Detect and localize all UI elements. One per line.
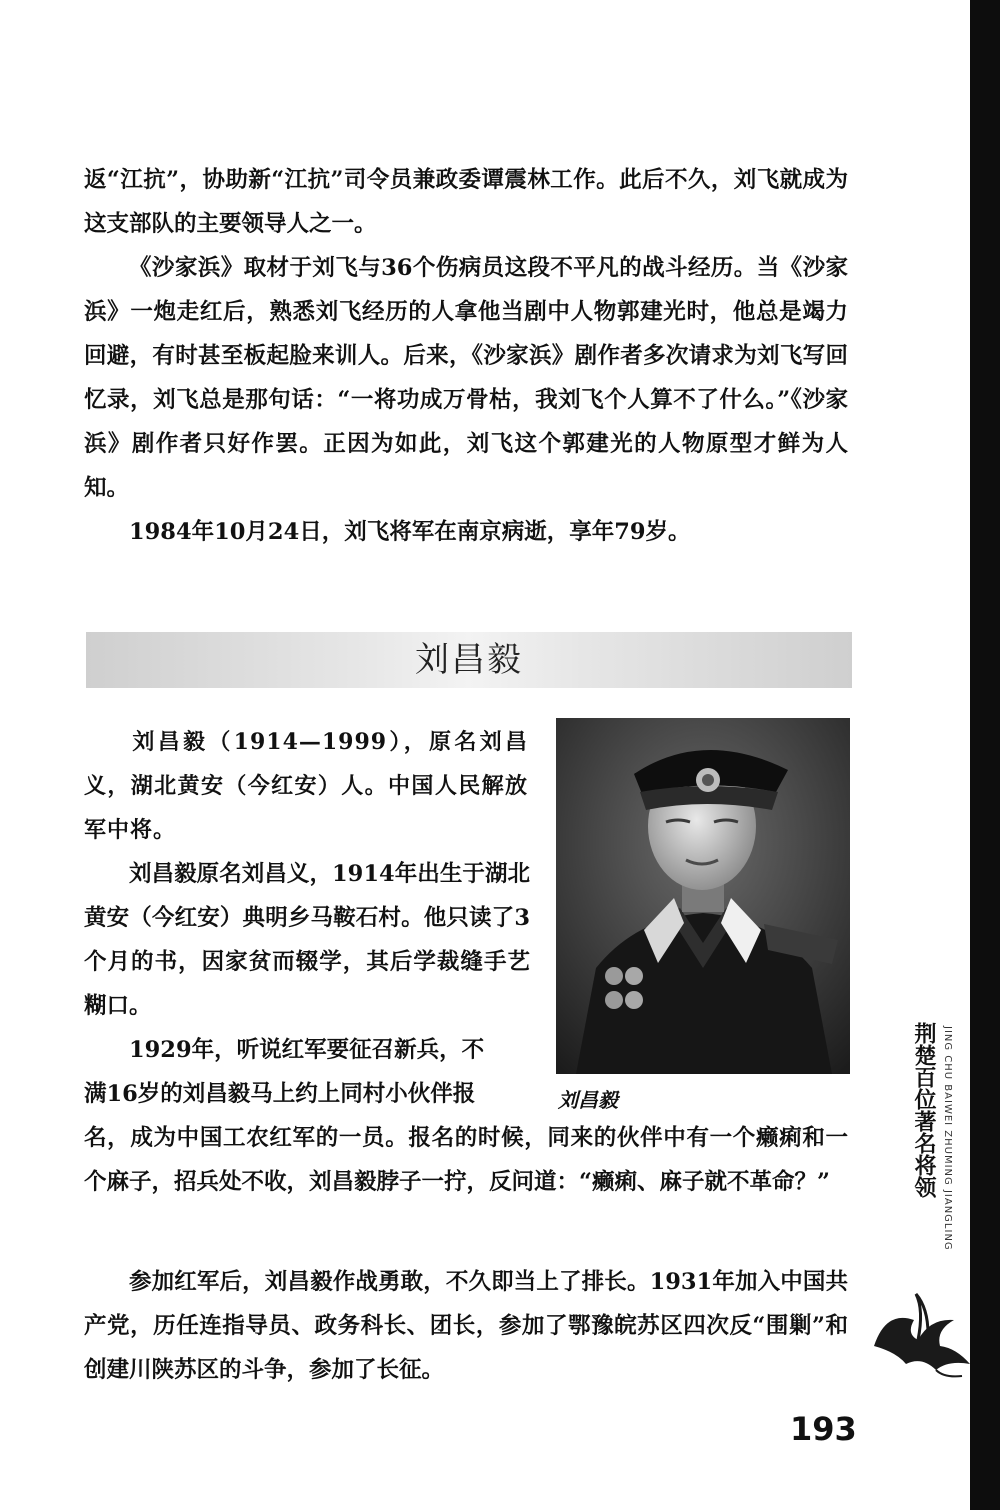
- paragraph-death: 1984年10月24日，刘飞将军在南京病逝，享年79岁。: [129, 519, 691, 545]
- page-edge-bar: [970, 0, 1000, 1510]
- bio-intro: 刘昌毅（1914—1999），原名刘昌义，湖北黄安（今红安）人。中国人民解放军中将。: [84, 729, 528, 843]
- portrait-photo: [556, 718, 850, 1074]
- bio-paragraph-enlist-rest: 名，成为中国工农红军的一员。报名的时候，同来的伙伴中有一个癞痢和一个麻子，招兵处不收，刘昌毅脖子一拧，反问道：“癞痢、麻子就不革命？”: [84, 1125, 848, 1195]
- photo-caption: 刘昌毅: [558, 1088, 618, 1112]
- book-title-vertical: 荆楚百位著名将领: [911, 1022, 936, 1198]
- paragraph-shajiabang: 《沙家浜》取材于刘飞与36个伤病员这段不平凡的战斗经历。当《沙家浜》一炮走红后，熟悉刘飞经历的人拿他当剧中人物郭建光时，他总是竭力回避，有时甚至板起脸来训人。后来，《沙家浜》剧作者多次请求为刘飞写回忆录，刘飞总是那句话：“一将功成万骨枯，我刘飞个人算不了什么。”《沙家浜》剧作者只好作罢。正因为如此，刘飞这个郭建光的人物原型才鲜为人知。: [84, 255, 848, 501]
- section-heading-banner: [86, 632, 852, 688]
- bio-paragraph-enlist-line2: 满16岁的刘昌毅马上约上同村小伙伴报: [84, 1081, 476, 1107]
- page-number: 193: [790, 1410, 857, 1448]
- paragraph-continuation: 返“江抗”，协助新“江抗”司令员兼政委谭震林工作。此后不久，刘飞就成为这支部队的主要领导人之一。: [84, 167, 848, 237]
- bio-paragraph-early-life: 刘昌毅原名刘昌义，1914年出生于湖北黄安（今红安）典明乡马鞍石村。他只读了3个月的书，因家贫而辍学，其后学裁缝手艺糊口。: [84, 861, 530, 1019]
- portrait-image: [556, 718, 850, 1074]
- section-title: 刘昌毅: [415, 640, 523, 680]
- phoenix-icon: [866, 1290, 976, 1380]
- bio-paragraph-enlist-line1: 1929年，听说红军要征召新兵，不: [129, 1037, 485, 1063]
- bio-paragraph-red-army: 参加红军后，刘昌毅作战勇敢，不久即当上了排长。1931年加入中国共产党，历任连指导员、政务科长、团长，参加了鄂豫皖苏区四次反“围剿”和创建川陕苏区的斗争，参加了长征。: [84, 1269, 848, 1383]
- book-title-pinyin: JING CHU BAIWEI ZHUMING JIANGLING: [942, 1026, 953, 1251]
